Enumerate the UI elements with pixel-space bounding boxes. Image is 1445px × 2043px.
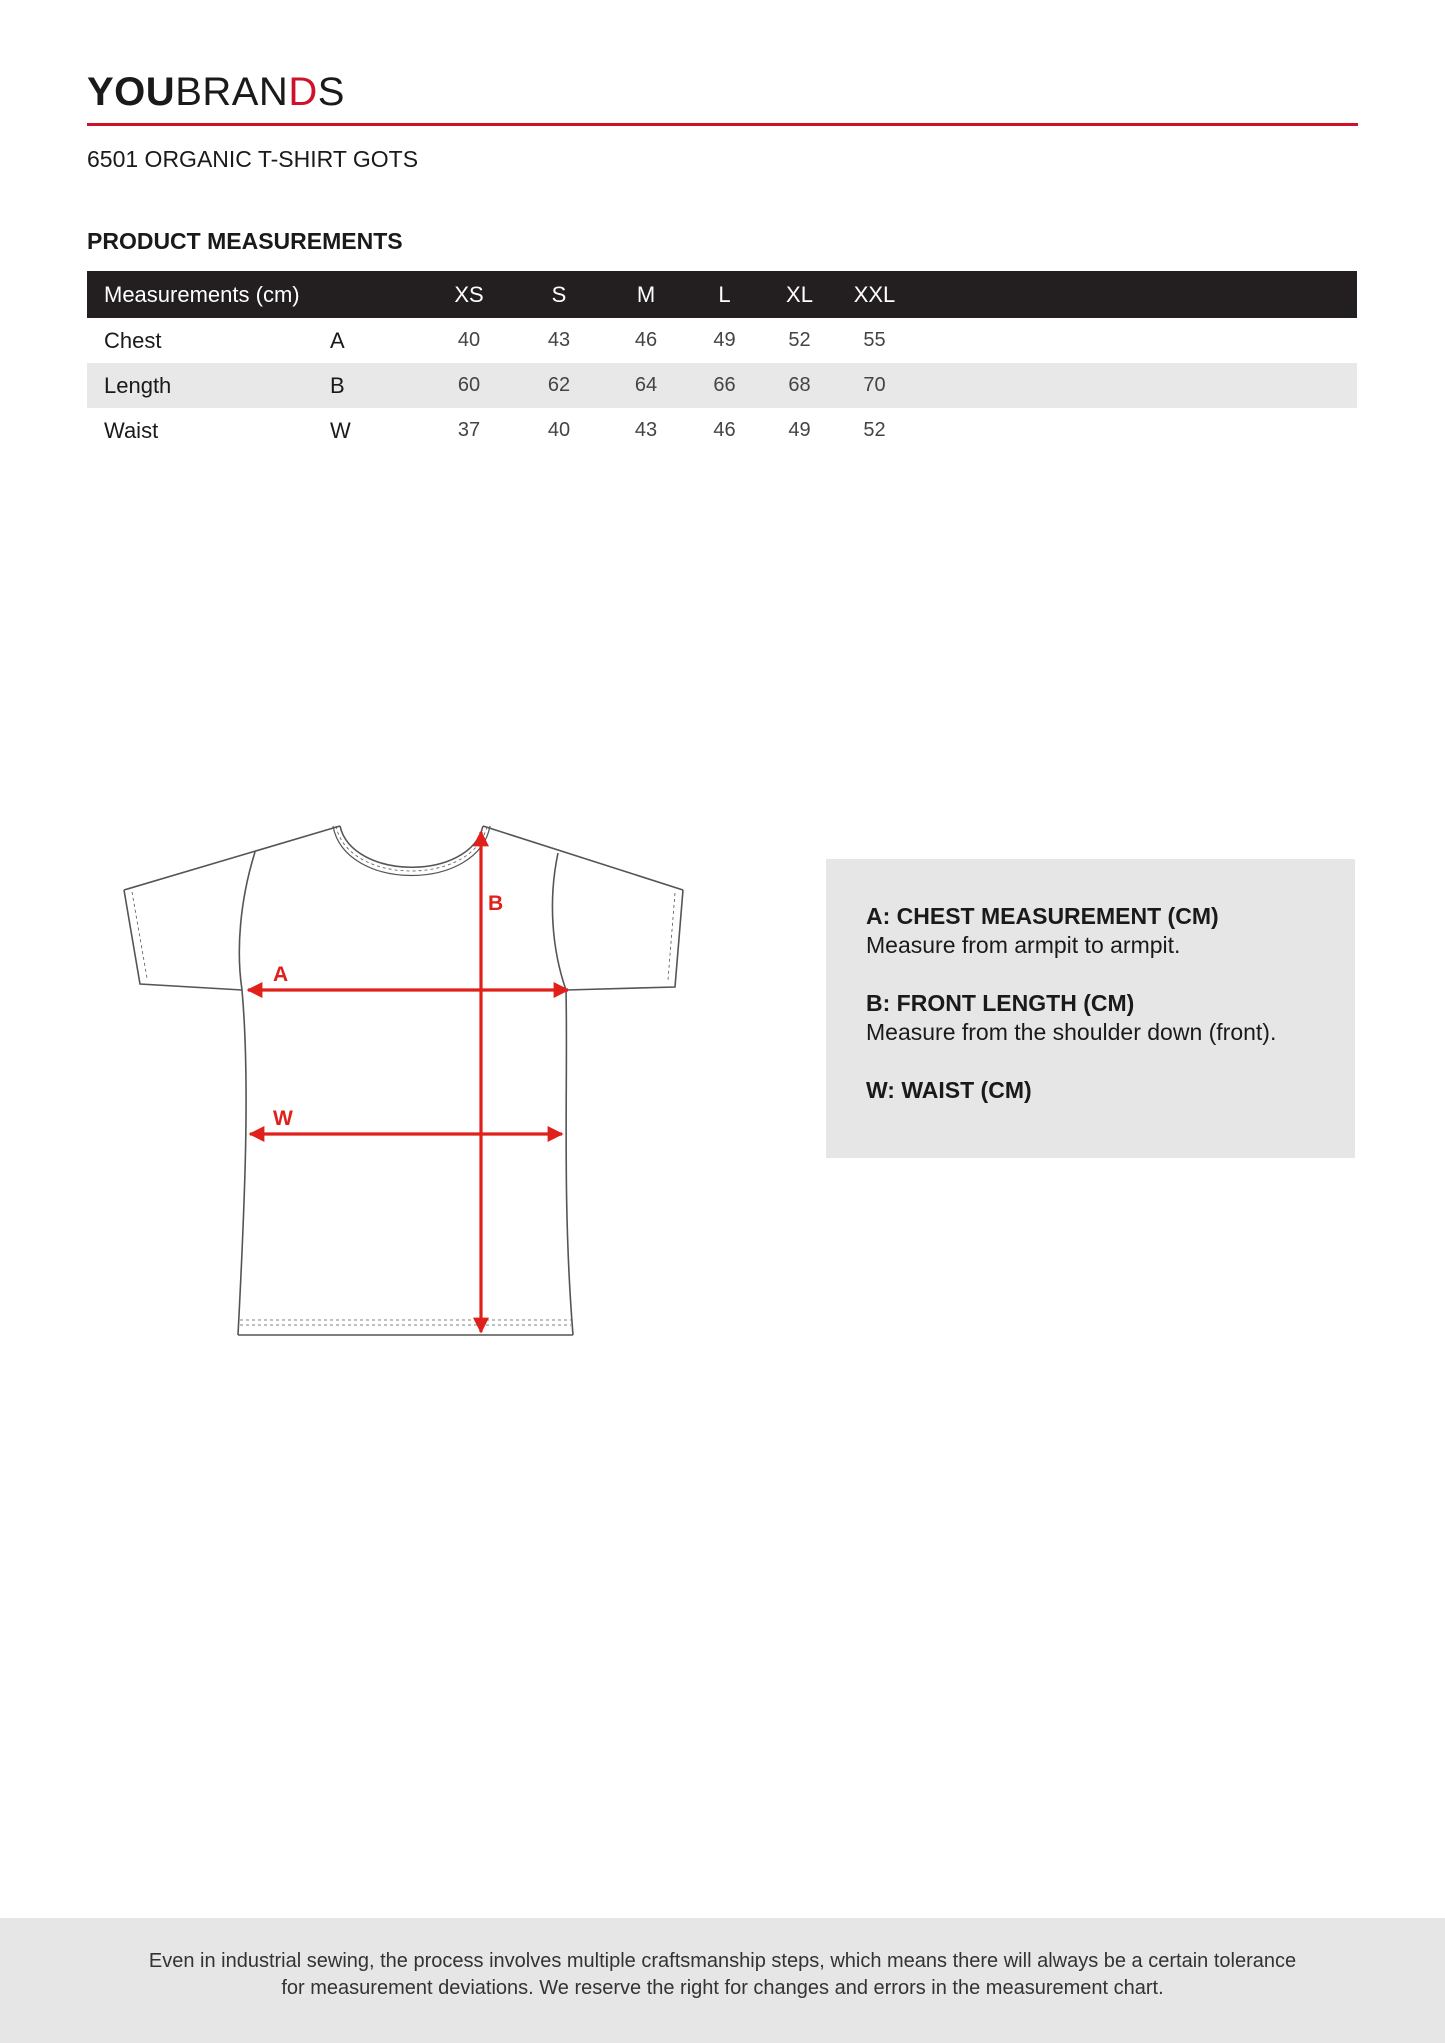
legend-a-description: Measure from armpit to armpit. [866, 932, 1181, 958]
logo-accent-letter: D [288, 70, 318, 114]
logo-tail: S [317, 70, 345, 114]
section-title: PRODUCT MEASUREMENTS [87, 228, 403, 254]
table-cell: 64 [604, 363, 688, 408]
footer-line-2: for measurement deviations. We reserve the right for changes and errors in the measurement chart. [281, 1977, 1164, 1999]
footer-line-1: Even in industrial sewing, the process involves multiple craftsmanship steps, which means there will always be a certain tolerance [148, 1950, 1297, 1972]
table-cell: 68 [761, 363, 838, 408]
table-cell: 66 [688, 363, 761, 408]
size-header: XL [761, 271, 838, 318]
label-w: W [273, 1107, 293, 1130]
size-header: M [604, 271, 688, 318]
table-cell: 40 [457, 329, 481, 351]
table-cell: 46 [713, 419, 736, 441]
table-cell: 49 [788, 419, 811, 441]
table-cell: 55 [863, 329, 886, 351]
label-a: A [273, 963, 289, 986]
table-cell: 43 [634, 419, 658, 441]
logo-you: YOU [87, 70, 176, 114]
table-cell: 37 [457, 419, 481, 441]
table-header-label: Measurements (cm) [87, 271, 424, 318]
table-cell: 52 [788, 329, 811, 351]
legend-a-heading: A: CHEST MEASUREMENT (CM) [866, 903, 1219, 929]
table-cell: 60 [424, 363, 514, 408]
legend-b-description: Measure from the shoulder down (front). [866, 1019, 1277, 1045]
tshirt-outline [124, 826, 683, 1335]
size-header: XXL [838, 271, 911, 318]
table-cell: 46 [634, 329, 658, 351]
legend-b-heading: B: FRONT LENGTH (CM) [866, 990, 1135, 1016]
size-header: S [514, 271, 604, 318]
row-label: Chest [104, 327, 162, 353]
row-code: W [330, 417, 351, 443]
row-label: Waist [104, 417, 159, 443]
footer-disclaimer [0, 1918, 1445, 2043]
row-code: B [330, 363, 424, 408]
measurement-legend [826, 859, 1355, 1158]
table-cell: 62 [514, 363, 604, 408]
row-label: Length [87, 363, 330, 408]
logo-brands: BRAN [175, 70, 289, 114]
row-code: A [330, 327, 345, 353]
table-cell: 52 [863, 419, 886, 441]
product-title: 6501 ORGANIC T-SHIRT GOTS [87, 146, 419, 172]
table-cell: 70 [838, 363, 911, 408]
label-b: B [488, 892, 504, 915]
legend-w-heading: W: WAIST (CM) [866, 1077, 1032, 1103]
table-cell: 49 [713, 329, 736, 351]
table-cell: 43 [547, 329, 571, 351]
size-header: L [688, 271, 761, 318]
size-header: XS [424, 271, 514, 318]
table-cell: 40 [547, 419, 571, 441]
